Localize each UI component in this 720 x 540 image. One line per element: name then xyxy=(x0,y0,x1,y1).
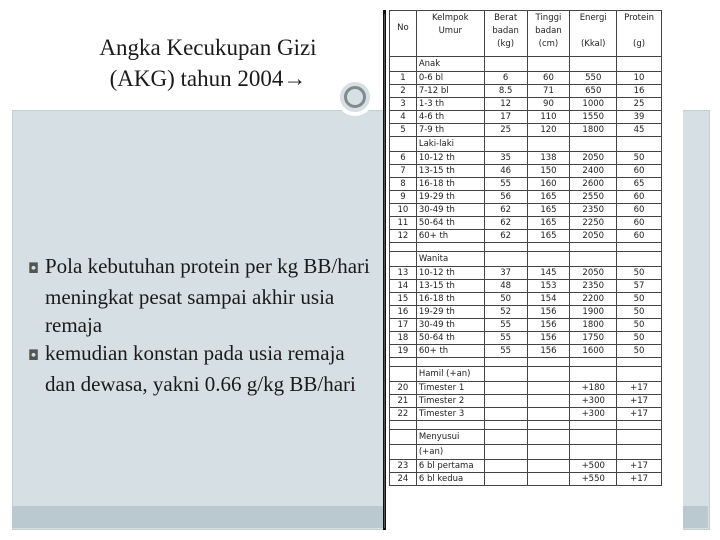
cell-no: 10 xyxy=(390,204,417,217)
spacer-cell xyxy=(416,243,484,252)
cell-weight: 48 xyxy=(484,280,527,293)
cell-group: 1-3 th xyxy=(416,98,484,111)
table-row xyxy=(390,178,662,191)
cell-protein: +17 xyxy=(617,473,662,486)
cell-no: 16 xyxy=(390,306,417,319)
spacer-cell xyxy=(527,421,570,430)
table-row xyxy=(390,165,662,178)
cell-weight: 55 xyxy=(484,319,527,332)
section-label-empty-cell xyxy=(390,430,417,445)
spacer-cell xyxy=(570,358,617,367)
section-label-empty-cell xyxy=(617,57,662,72)
cell-energy: 2400 xyxy=(570,165,617,178)
table-row xyxy=(390,267,662,280)
section-label: Hamil (+an) xyxy=(416,367,484,382)
section-label-empty-cell xyxy=(527,137,570,152)
section-label-empty-cell xyxy=(484,430,527,445)
cell-group: 10-12 th xyxy=(416,152,484,165)
cell-protein: 39 xyxy=(617,111,662,124)
cell-no: 18 xyxy=(390,332,417,345)
cell-weight xyxy=(484,408,527,421)
cell-no: 19 xyxy=(390,345,417,358)
spacer-cell xyxy=(390,243,417,252)
bullet-icon: ◘ xyxy=(28,261,40,277)
table-row xyxy=(390,319,662,332)
section-label-empty-cell xyxy=(570,430,617,445)
cell-energy: 1900 xyxy=(570,306,617,319)
cell-energy: 2050 xyxy=(570,152,617,165)
section-label-row xyxy=(390,445,662,460)
cell-protein: 57 xyxy=(617,280,662,293)
section-label-empty-cell xyxy=(484,57,527,72)
section-label: (+an) xyxy=(416,445,484,460)
cell-no: 1 xyxy=(390,72,417,85)
table-row xyxy=(390,395,662,408)
spacer-cell xyxy=(484,358,527,367)
cell-group: Timester 2 xyxy=(416,395,484,408)
table-row xyxy=(390,217,662,230)
cell-energy: 2350 xyxy=(570,204,617,217)
cell-no: 13 xyxy=(390,267,417,280)
cell-energy: 2050 xyxy=(570,267,617,280)
section-label-empty-cell xyxy=(484,367,527,382)
cell-group: 30-49 th xyxy=(416,319,484,332)
cell-group: 4-6 th xyxy=(416,111,484,124)
section-label: Menyusui xyxy=(416,430,484,445)
cell-protein: 45 xyxy=(617,124,662,137)
section-label-empty-cell xyxy=(617,252,662,267)
cell-weight: 12 xyxy=(484,98,527,111)
table-row xyxy=(390,124,662,137)
bullet-text: Pola kebutuhan protein per kg BB/hari meningkat pesat sampai akhir usia remaja xyxy=(45,254,370,337)
cell-energy: +550 xyxy=(570,473,617,486)
section-label-empty-cell xyxy=(390,252,417,267)
cell-group: 6 bl pertama xyxy=(416,460,484,473)
cell-weight: 25 xyxy=(484,124,527,137)
bullet-item xyxy=(28,252,373,339)
spacer-cell xyxy=(484,243,527,252)
cell-no: 9 xyxy=(390,191,417,204)
spacer-cell xyxy=(617,243,662,252)
cell-energy: 650 xyxy=(570,85,617,98)
cell-height xyxy=(527,473,570,486)
cell-protein: +17 xyxy=(617,408,662,421)
spacer-cell xyxy=(416,358,484,367)
cell-height: 154 xyxy=(527,293,570,306)
table-row xyxy=(390,460,662,473)
cell-energy: +300 xyxy=(570,408,617,421)
cell-height: 145 xyxy=(527,267,570,280)
cell-protein: 10 xyxy=(617,72,662,85)
table-row xyxy=(390,191,662,204)
cell-height: 156 xyxy=(527,319,570,332)
title-line-1: Angka Kecukupan Gizi xyxy=(99,35,317,60)
cell-energy: 1750 xyxy=(570,332,617,345)
table-row xyxy=(390,152,662,165)
section-label-empty-cell xyxy=(484,445,527,460)
table-row xyxy=(390,345,662,358)
spacer-cell xyxy=(617,358,662,367)
cell-protein: 50 xyxy=(617,152,662,165)
spacer-row xyxy=(390,421,662,430)
cell-protein: 60 xyxy=(617,204,662,217)
cell-energy: +180 xyxy=(570,382,617,395)
cell-group: 19-29 th xyxy=(416,306,484,319)
cell-weight xyxy=(484,473,527,486)
bullet-item xyxy=(28,339,373,398)
section-label-empty-cell xyxy=(527,57,570,72)
cell-group: 7-9 th xyxy=(416,124,484,137)
cell-group: 19-29 th xyxy=(416,191,484,204)
cell-weight: 6 xyxy=(484,72,527,85)
cell-height: 165 xyxy=(527,191,570,204)
cell-no: 21 xyxy=(390,395,417,408)
spacer-cell xyxy=(527,243,570,252)
cell-height: 110 xyxy=(527,111,570,124)
cell-group: 13-15 th xyxy=(416,280,484,293)
slide-title xyxy=(58,32,358,94)
cell-energy: 2200 xyxy=(570,293,617,306)
cell-energy: 1600 xyxy=(570,345,617,358)
cell-group: 30-49 th xyxy=(416,204,484,217)
section-label-row xyxy=(390,430,662,445)
cell-protein: +17 xyxy=(617,382,662,395)
cell-height xyxy=(527,382,570,395)
cell-protein: 50 xyxy=(617,332,662,345)
cell-energy: 2250 xyxy=(570,217,617,230)
cell-energy: +300 xyxy=(570,395,617,408)
header-group: Kelmpok Umur xyxy=(416,11,484,57)
section-label-empty-cell xyxy=(570,137,617,152)
section-label: Laki-laki xyxy=(416,137,484,152)
section-label-empty-cell xyxy=(617,430,662,445)
cell-group: 60+ th xyxy=(416,345,484,358)
cell-protein: 60 xyxy=(617,165,662,178)
cell-no: 7 xyxy=(390,165,417,178)
spacer-row xyxy=(390,358,662,367)
cell-height: 156 xyxy=(527,306,570,319)
cell-energy: 2550 xyxy=(570,191,617,204)
section-label-empty-cell xyxy=(617,445,662,460)
section-label-empty-cell xyxy=(527,252,570,267)
cell-group: 16-18 th xyxy=(416,178,484,191)
cell-group: 0-6 bl xyxy=(416,72,484,85)
cell-height: 160 xyxy=(527,178,570,191)
cell-weight: 37 xyxy=(484,267,527,280)
cell-no: 3 xyxy=(390,98,417,111)
table-row xyxy=(390,473,662,486)
section-label-empty-cell xyxy=(390,137,417,152)
cell-group: 50-64 th xyxy=(416,332,484,345)
cell-energy: 1000 xyxy=(570,98,617,111)
cell-energy: 2050 xyxy=(570,230,617,243)
cell-weight: 35 xyxy=(484,152,527,165)
cell-no: 2 xyxy=(390,85,417,98)
table-row xyxy=(390,306,662,319)
cell-height: 150 xyxy=(527,165,570,178)
spacer-cell xyxy=(484,421,527,430)
cell-group: 6 bl kedua xyxy=(416,473,484,486)
table-row xyxy=(390,230,662,243)
cell-weight xyxy=(484,460,527,473)
cell-no: 22 xyxy=(390,408,417,421)
cell-energy: 2600 xyxy=(570,178,617,191)
arrow-icon: → xyxy=(283,66,307,91)
cell-height: 120 xyxy=(527,124,570,137)
cell-weight xyxy=(484,395,527,408)
cell-group: 50-64 th xyxy=(416,217,484,230)
cell-height: 156 xyxy=(527,345,570,358)
cell-height xyxy=(527,395,570,408)
cell-no: 8 xyxy=(390,178,417,191)
table-row xyxy=(390,332,662,345)
cell-height xyxy=(527,408,570,421)
cell-height: 156 xyxy=(527,332,570,345)
cell-no: 5 xyxy=(390,124,417,137)
cell-group: 60+ th xyxy=(416,230,484,243)
cell-protein: 60 xyxy=(617,217,662,230)
section-label-empty-cell xyxy=(527,430,570,445)
section-label-empty-cell xyxy=(390,445,417,460)
section-label-row xyxy=(390,367,662,382)
section-label-empty-cell xyxy=(617,367,662,382)
title-line-2 xyxy=(58,63,358,94)
cell-group: Timester 3 xyxy=(416,408,484,421)
header-energy: Energi (Kkal) xyxy=(570,11,617,57)
section-label-empty-cell xyxy=(484,252,527,267)
table-row xyxy=(390,204,662,217)
cell-height: 71 xyxy=(527,85,570,98)
cell-height: 165 xyxy=(527,230,570,243)
section-label-empty-cell xyxy=(390,57,417,72)
table-row xyxy=(390,293,662,306)
section-label-row xyxy=(390,57,662,72)
header-weight: Berat badan (kg) xyxy=(484,11,527,57)
section-label-row xyxy=(390,252,662,267)
cell-weight: 46 xyxy=(484,165,527,178)
title-line-2-text: (AKG) tahun 2004 xyxy=(109,66,284,91)
table-row xyxy=(390,111,662,124)
cell-height: 90 xyxy=(527,98,570,111)
cell-weight: 62 xyxy=(484,230,527,243)
spacer-row xyxy=(390,243,662,252)
cell-weight: 62 xyxy=(484,217,527,230)
cell-protein: 50 xyxy=(617,319,662,332)
table-header-row xyxy=(390,11,662,57)
cell-weight: 56 xyxy=(484,191,527,204)
cell-weight: 52 xyxy=(484,306,527,319)
cell-weight xyxy=(484,382,527,395)
circle-ornament-inner xyxy=(344,86,366,108)
section-label-empty-cell xyxy=(570,445,617,460)
cell-energy: 1550 xyxy=(570,111,617,124)
spacer-cell xyxy=(390,421,417,430)
header-no: No xyxy=(390,11,417,57)
spacer-cell xyxy=(416,421,484,430)
cell-height: 165 xyxy=(527,217,570,230)
table-border-left-inner xyxy=(384,14,385,528)
cell-group: Timester 1 xyxy=(416,382,484,395)
table-row xyxy=(390,98,662,111)
cell-protein: 50 xyxy=(617,345,662,358)
cell-group: 13-15 th xyxy=(416,165,484,178)
cell-group: 16-18 th xyxy=(416,293,484,306)
cell-group: 7-12 bl xyxy=(416,85,484,98)
cell-protein: 50 xyxy=(617,267,662,280)
table-row xyxy=(390,280,662,293)
cell-height: 165 xyxy=(527,204,570,217)
cell-no: 11 xyxy=(390,217,417,230)
cell-protein: 50 xyxy=(617,306,662,319)
cell-energy: +500 xyxy=(570,460,617,473)
cell-weight: 8.5 xyxy=(484,85,527,98)
bullet-icon: ◘ xyxy=(28,348,40,364)
section-label-empty-cell xyxy=(617,137,662,152)
cell-no: 24 xyxy=(390,473,417,486)
cell-no: 6 xyxy=(390,152,417,165)
section-label-empty-cell xyxy=(570,57,617,72)
cell-energy: 2350 xyxy=(570,280,617,293)
table-row xyxy=(390,85,662,98)
bullet-list xyxy=(28,252,373,398)
cell-protein: +17 xyxy=(617,395,662,408)
cell-no: 4 xyxy=(390,111,417,124)
section-label-empty-cell xyxy=(570,367,617,382)
section-label-row xyxy=(390,137,662,152)
cell-height xyxy=(527,460,570,473)
cell-no: 23 xyxy=(390,460,417,473)
cell-weight: 50 xyxy=(484,293,527,306)
section-label-empty-cell xyxy=(527,445,570,460)
cell-no: 14 xyxy=(390,280,417,293)
cell-weight: 55 xyxy=(484,178,527,191)
bullet-text: kemudian konstan pada usia remaja dan dewasa, yakni 0.66 g/kg BB/hari xyxy=(45,341,356,396)
cell-no: 17 xyxy=(390,319,417,332)
section-label-empty-cell xyxy=(527,367,570,382)
cell-no: 20 xyxy=(390,382,417,395)
table-row xyxy=(390,408,662,421)
table-row xyxy=(390,382,662,395)
header-height: Tinggi badan (cm) xyxy=(527,11,570,57)
spacer-cell xyxy=(570,421,617,430)
cell-height: 60 xyxy=(527,72,570,85)
cell-protein: 60 xyxy=(617,230,662,243)
spacer-cell xyxy=(527,358,570,367)
spacer-cell xyxy=(570,243,617,252)
cell-energy: 1800 xyxy=(570,124,617,137)
cell-energy: 550 xyxy=(570,72,617,85)
cell-no: 15 xyxy=(390,293,417,306)
table-row xyxy=(390,72,662,85)
section-label-empty-cell xyxy=(484,137,527,152)
circle-ornament-icon xyxy=(336,78,374,116)
cell-protein: +17 xyxy=(617,460,662,473)
section-label: Wanita xyxy=(416,252,484,267)
cell-protein: 50 xyxy=(617,293,662,306)
cell-no: 12 xyxy=(390,230,417,243)
section-label: Anak xyxy=(416,57,484,72)
cell-protein: 65 xyxy=(617,178,662,191)
cell-group: 10-12 th xyxy=(416,267,484,280)
cell-energy: 1800 xyxy=(570,319,617,332)
spacer-cell xyxy=(390,358,417,367)
cell-height: 138 xyxy=(527,152,570,165)
header-protein: Protein (g) xyxy=(617,11,662,57)
section-label-empty-cell xyxy=(390,367,417,382)
cell-height: 153 xyxy=(527,280,570,293)
cell-weight: 62 xyxy=(484,204,527,217)
cell-protein: 16 xyxy=(617,85,662,98)
cell-protein: 60 xyxy=(617,191,662,204)
cell-weight: 55 xyxy=(484,345,527,358)
cell-protein: 25 xyxy=(617,98,662,111)
akg-table xyxy=(389,10,662,486)
cell-weight: 17 xyxy=(484,111,527,124)
section-label-empty-cell xyxy=(570,252,617,267)
cell-weight: 55 xyxy=(484,332,527,345)
spacer-cell xyxy=(617,421,662,430)
